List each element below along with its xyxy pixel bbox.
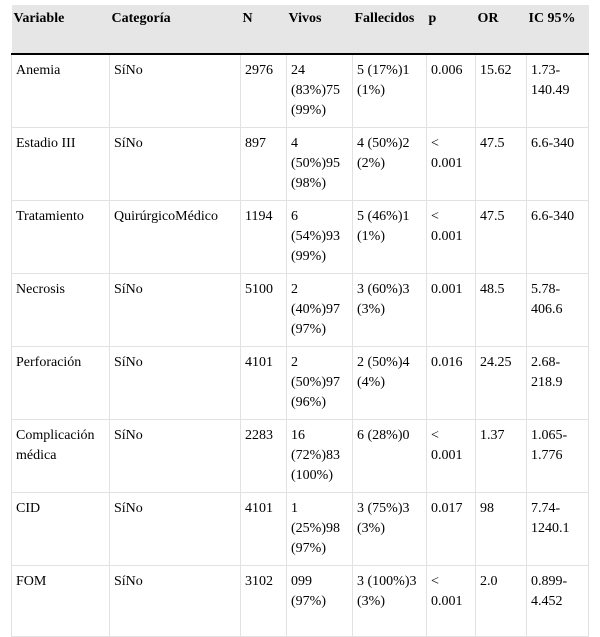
cell-categoria: SíNo	[110, 128, 241, 201]
cell-or: 1.37	[476, 420, 527, 493]
cell-vivos: 2 (40%)97 (97%)	[287, 274, 353, 347]
table-header	[12, 5, 589, 54]
cell-or: 24.25	[476, 347, 527, 420]
cell-or: 2.0	[476, 566, 527, 637]
cell-categoria: SíNo	[110, 347, 241, 420]
cell-fallecidos: 3 (100%)3 (3%)	[353, 566, 427, 637]
cell-p: 0.006	[427, 54, 476, 128]
results-table-container	[11, 5, 588, 637]
cell-variable: Estadio III	[12, 128, 110, 201]
cell-ic: 0.899-4.452	[527, 566, 589, 637]
cell-fallecidos: 2 (50%)4 (4%)	[353, 347, 427, 420]
header-fallecidos: Fallecidos	[353, 5, 427, 54]
cell-p: < 0.001	[427, 128, 476, 201]
cell-vivos: 2 (50%)97 (96%)	[287, 347, 353, 420]
cell-ic: 7.74-1240.1	[527, 493, 589, 566]
table-row	[12, 493, 589, 566]
cell-vivos: 1 (25%)98 (97%)	[287, 493, 353, 566]
cell-p: 0.016	[427, 347, 476, 420]
cell-or: 48.5	[476, 274, 527, 347]
results-table	[11, 5, 589, 637]
cell-n: 3102	[241, 566, 287, 637]
cell-vivos: 4 (50%)95 (98%)	[287, 128, 353, 201]
header-categoria: Categoría	[110, 5, 241, 54]
cell-n: 4101	[241, 493, 287, 566]
cell-ic: 5.78-406.6	[527, 274, 589, 347]
header-variable: Variable	[12, 5, 110, 54]
cell-fallecidos: 5 (46%)1 (1%)	[353, 201, 427, 274]
header-row	[12, 5, 589, 54]
cell-or: 98	[476, 493, 527, 566]
header-p: p	[427, 5, 476, 54]
cell-ic: 6.6-340	[527, 128, 589, 201]
cell-or: 15.62	[476, 54, 527, 128]
header-n: N	[241, 5, 287, 54]
cell-categoria: SíNo	[110, 493, 241, 566]
cell-vivos: 099 (97%)	[287, 566, 353, 637]
cell-ic: 2.68-218.9	[527, 347, 589, 420]
cell-variable: Tratamiento	[12, 201, 110, 274]
header-or: OR	[476, 5, 527, 54]
cell-or: 47.5	[476, 201, 527, 274]
cell-vivos: 16 (72%)83 (100%)	[287, 420, 353, 493]
cell-fallecidos: 6 (28%)0	[353, 420, 427, 493]
cell-categoria: SíNo	[110, 274, 241, 347]
cell-n: 2283	[241, 420, 287, 493]
cell-variable: FOM	[12, 566, 110, 637]
cell-p: 0.001	[427, 274, 476, 347]
cell-categoria: SíNo	[110, 54, 241, 128]
header-vivos: Vivos	[287, 5, 353, 54]
cell-vivos: 24 (83%)75 (99%)	[287, 54, 353, 128]
cell-p: < 0.001	[427, 566, 476, 637]
cell-n: 897	[241, 128, 287, 201]
cell-ic: 1.73-140.49	[527, 54, 589, 128]
cell-n: 1194	[241, 201, 287, 274]
table-row	[12, 54, 589, 128]
cell-fallecidos: 3 (60%)3 (3%)	[353, 274, 427, 347]
cell-categoria: QuirúrgicoMédico	[110, 201, 241, 274]
cell-p: < 0.001	[427, 420, 476, 493]
cell-p: < 0.001	[427, 201, 476, 274]
cell-variable: Complicación médica	[12, 420, 110, 493]
cell-variable: CID	[12, 493, 110, 566]
cell-categoria: SíNo	[110, 420, 241, 493]
table-row	[12, 128, 589, 201]
table-body	[12, 54, 589, 637]
table-row	[12, 274, 589, 347]
table-row	[12, 347, 589, 420]
cell-p: 0.017	[427, 493, 476, 566]
header-ic: IC 95%	[527, 5, 589, 54]
cell-ic: 1.065-1.776	[527, 420, 589, 493]
cell-n: 2976	[241, 54, 287, 128]
cell-variable: Anemia	[12, 54, 110, 128]
cell-n: 5100	[241, 274, 287, 347]
cell-fallecidos: 4 (50%)2 (2%)	[353, 128, 427, 201]
cell-categoria: SíNo	[110, 566, 241, 637]
cell-fallecidos: 5 (17%)1 (1%)	[353, 54, 427, 128]
cell-variable: Necrosis	[12, 274, 110, 347]
cell-vivos: 6 (54%)93 (99%)	[287, 201, 353, 274]
cell-variable: Perforación	[12, 347, 110, 420]
table-row	[12, 420, 589, 493]
cell-fallecidos: 3 (75%)3 (3%)	[353, 493, 427, 566]
cell-n: 4101	[241, 347, 287, 420]
cell-or: 47.5	[476, 128, 527, 201]
cell-ic: 6.6-340	[527, 201, 589, 274]
table-row	[12, 201, 589, 274]
